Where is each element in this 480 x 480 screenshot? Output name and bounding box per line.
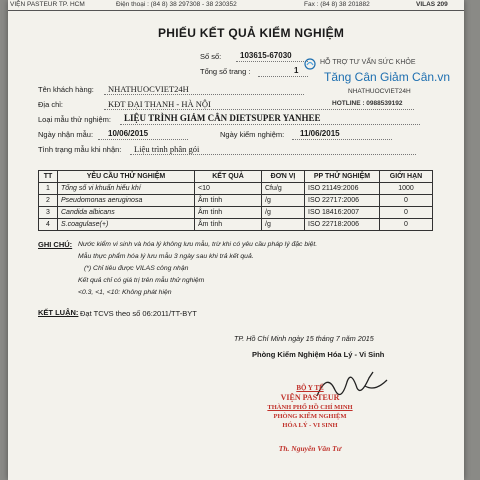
fax-text: Fax : (84 8) 38 201882: [304, 1, 370, 8]
org-name: VIỆN PASTEUR TP. HCM: [10, 1, 85, 8]
stamp-line-4: PHÒNG KIỂM NGHIỆM: [273, 413, 347, 420]
col-header-requirement: YÊU CẦU THỬ NGHIỆM: [58, 171, 195, 183]
watermark-line2: Tăng Cân Giảm Cân.vn: [324, 70, 451, 84]
watermark-line3: NHATHUOCVIET24H: [348, 88, 411, 95]
note-line-5: <0.3, <1, <10: Không phát hiện: [78, 289, 172, 296]
cell-tt: 1: [39, 183, 58, 195]
pages-line: [258, 76, 308, 77]
customer-name-line: [104, 94, 304, 95]
cell-result: <10: [195, 183, 262, 195]
letterhead: [8, 0, 464, 10]
customer-name-value: NHATHUOCVIET24H: [108, 84, 189, 94]
official-stamp: [252, 384, 368, 458]
cell-requirement: S.coagulase(+): [58, 219, 195, 231]
pages-label: Tổng số trang :: [200, 67, 251, 76]
cell-result: Âm tính: [195, 219, 262, 231]
cell-limit: 0: [380, 219, 433, 231]
phone-text: Điện thoại : (84 8) 38 297308 - 38 230352: [116, 1, 237, 8]
col-header-result: KẾT QUẢ: [195, 171, 262, 183]
stamp-line-5: HÓA LÝ - VI SINH: [282, 422, 338, 429]
col-header-tt: TT: [39, 171, 58, 183]
received-date-line: [98, 139, 188, 140]
table-row: [39, 183, 433, 195]
cell-tt: 3: [39, 207, 58, 219]
report-number-line: [236, 61, 308, 62]
col-header-method: PP THỬ NGHIỆM: [305, 171, 380, 183]
cell-unit: /g: [262, 207, 305, 219]
sample-type-value: LIỆU TRÌNH GIẢM CÂN DIETSUPER YANHEE: [124, 113, 321, 123]
cell-limit: 1000: [380, 183, 433, 195]
watermark: [304, 56, 454, 116]
cell-unit: Cfu/g: [262, 183, 305, 195]
watermark-line1: HỖ TRỢ TƯ VẤN SỨC KHỎE: [320, 59, 416, 66]
cell-requirement: Pseudomonas aeruginosa: [58, 195, 195, 207]
department-name: Phòng Kiểm Nghiệm Hóa Lý - Vi Sinh: [252, 350, 385, 359]
test-date-label: Ngày kiểm nghiệm:: [220, 130, 285, 139]
cell-unit: /g: [262, 195, 305, 207]
report-number-label: Số số:: [200, 52, 222, 61]
sample-type-line: [120, 124, 420, 125]
stamp-line-2: VIỆN PASTEUR: [280, 393, 340, 402]
received-date-label: Ngày nhận mẫu:: [38, 130, 94, 139]
watermark-logo-icon: [304, 58, 316, 70]
pages-value: 1: [294, 66, 299, 75]
condition-label: Tình trạng mẫu khi nhận:: [38, 145, 122, 154]
address-line: [104, 109, 414, 110]
conclusion-value: Đạt TCVS theo số 06:2011/TT-BYT: [80, 309, 197, 318]
col-header-unit: ĐƠN VỊ: [262, 171, 305, 183]
table-row: [39, 195, 433, 207]
address-value: KĐT ĐẠI THANH - HÀ NỘI: [108, 99, 211, 109]
col-header-limit: GIỚI HẠN: [380, 171, 433, 183]
table-row: [39, 207, 433, 219]
address-label: Địa chỉ:: [38, 100, 64, 109]
customer-name-label: Tên khách hàng:: [38, 85, 94, 94]
stamp-line-3: THÀNH PHỐ HỒ CHÍ MINH: [267, 404, 353, 411]
cell-tt: 4: [39, 219, 58, 231]
note-line-1: Nước kiểm vi sinh và hóa lý không lưu mẫu, trừ khi có yêu cầu pháp lý đặc biệt.: [78, 241, 318, 248]
stamp-line-1: BỘ Y TẾ: [296, 384, 324, 392]
cell-requirement: Tổng số vi khuẩn hiếu khí: [58, 183, 195, 195]
table-header-row: [39, 171, 433, 183]
watermark-line4: HOTLINE : 0988539192: [332, 100, 403, 107]
cell-limit: 0: [380, 207, 433, 219]
cell-requirement: Candida albicans: [58, 207, 195, 219]
cell-method: ISO 22718:2006: [305, 219, 380, 231]
note-line-3: (*) Chỉ tiêu được VILAS công nhận: [84, 265, 189, 272]
cell-result: Âm tính: [195, 195, 262, 207]
cell-unit: /g: [262, 219, 305, 231]
test-date-line: [292, 139, 392, 140]
test-date-value: 11/06/2015: [300, 129, 340, 138]
vilas-text: VILAS 209: [416, 1, 448, 8]
note-line-2: Mẫu thực phẩm hóa lý lưu mẫu 3 ngày sau khi trả kết quả.: [78, 253, 254, 260]
stamp-signer: Th. Nguyễn Văn Tư: [278, 444, 342, 453]
notes-label: GHI CHÚ:: [38, 240, 73, 249]
results-table: [38, 170, 433, 231]
cell-method: ISO 22717:2006: [305, 195, 380, 207]
table-row: [39, 219, 433, 231]
header-divider: [8, 10, 464, 11]
cell-method: ISO 21149:2006: [305, 183, 380, 195]
cell-method: ISO 18416:2007: [305, 207, 380, 219]
note-line-4: Kết quả chỉ có giá trị trên mẫu thử nghiệm: [78, 277, 205, 284]
cell-result: Âm tính: [195, 207, 262, 219]
place-date: TP. Hồ Chí Minh ngày 15 tháng 7 năm 2015: [234, 334, 374, 343]
report-number-value: 103615-67030: [240, 51, 292, 60]
cell-limit: 0: [380, 195, 433, 207]
condition-line: [130, 154, 416, 155]
sample-type-label: Loại mẫu thử nghiệm:: [38, 115, 111, 124]
page-title: PHIẾU KẾT QUẢ KIỂM NGHIỆM: [158, 26, 345, 40]
condition-value: Liệu trình phân gói: [134, 144, 200, 154]
document-page: [8, 0, 464, 480]
conclusion-label: KẾT LUẬN:: [38, 308, 79, 317]
received-date-value: 10/06/2015: [108, 129, 149, 138]
cell-tt: 2: [39, 195, 58, 207]
